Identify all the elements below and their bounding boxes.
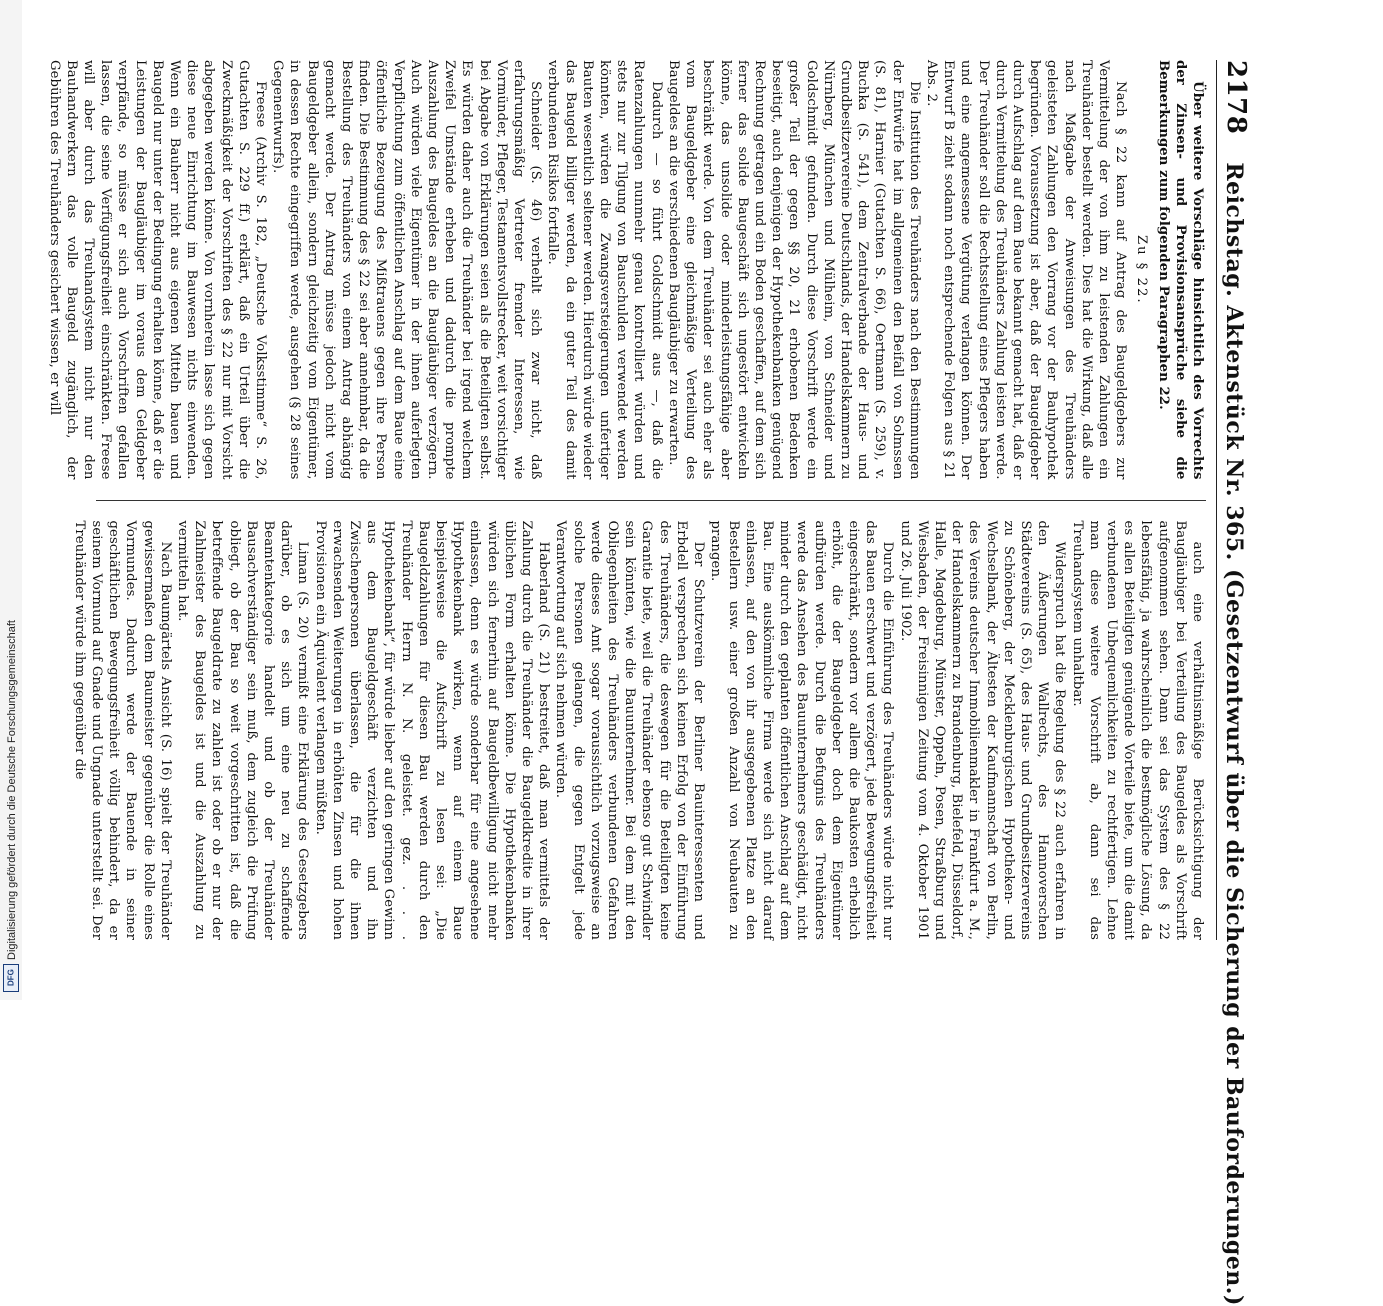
paragraph: Der Schutzverein der Berliner Bauinteressenten und Erbdell versprechen sich keinen Erfolg von der Einführung des Treuhänders, die deswegen für die Beteiligten keine Garantie biete, weil die Treuhänder ebenso gut Schwindler sein könnten, wie die Bauunternehmer. Bei dem mit den Obliegenheiten des Treuhänders verbundenen Gefahren werde dieses Amt sogar voraussichtlich vorzugsweise an solche Personen gelangen, die gegen Entgelt jede Verantwortung auf sich nehmen würden. [553,520,707,940]
paragraph: Über weitere Vorschläge hinsichtlich des Vorrechts der Zinsen- und Provisionsansprüche siehe die Bemerkungen zum folgenden Paragraphen 22. [1155,60,1205,480]
column-divider [96,500,1206,501]
rotated-page [46,0,1262,1306]
dfg-logo-icon: DFG [3,964,19,992]
paragraph: Nach Baumgärtels Ansicht (S. 16) spielt der Treuhänder gewissermaßen dem Baumeister gegenüber die Rolle eines Vormundes. Dadurch werde der Bauende in seiner geschäftlichen Bewegungsfreiheit völlig behindert, da er seinem Vormund auf Gnade und Ungnade unterstellt sei. Der Treuhänder würde ihm gegenüber die [71,520,173,940]
column-right [71,520,1206,941]
paragraph: Nach § 22 kann auf Antrag des Baugeldgebers zur Vermittelung der von ihm zu leistenden Zahlungen ein Treuhänder bestellt werden. Dies hat die Wirkung, daß alle nach Maßgabe der Anweisungen des Treuhänders geleisteten Zahlungen den Vorrang vor der Bauhypothek begründen. Voraussetzung ist aber, daß der Baugeldgeber durch Aufschlag auf dem Baue bekannt gemacht hat, daß er durch Vermittelung des Treuhänders Zahlung leisten werde. Der Treuhänder soll die Rechtsstellung eines Pflegers haben und eine angemessene Vergütung verlangen können. Der Entwurf B zieht sodann noch entsprechende Folgen aus § 21 Abs. 2. [923,60,1129,480]
paragraph: Freese (Archiv S. 182, „Deutsche Volksstimme“ S. 26, Gutachten S. 229 ff.) erklärt, daß ein Urteil über die Zweckmäßigkeit der Vorschriften des § 22 nur mit Vorsicht abgegeben werden könne. Von vornherein lasse sich gegen diese neue Einrichtung im Bauwesen nichts einwenden. Wenn ein Bauherr nicht aus eigenen Mitteln bauen und Baugeld nur unter der Bedingung erhalten könne, daß er die Leistungen der Baugläubiger im voraus dem Geldgeber verpfände, so müsse er sich auch Vorschriften gefallen lassen, die seine Verfügungsfreiheit einschränkten. Freese will aber durch das Treuhandsystem nicht nur den Bauhandwerkern das volle Baugeld zugänglich, der Gebühren des Treuhänders gesichert wissen, er will [46,60,269,480]
paragraph: Schneider (S. 46) verhehlt sich zwar nicht, daß erfahrungsmäßig Vertreter fremder Interessen, wie Vormünder, Pfleger, Testamentsvollstrecker, weit vorsichtiger bei Abgabe von Erklärungen seien als die Beteiligten selbst. Es würden daher auch die Treuhänder bei irgend welchem Zweifel Umstände erheben und dadurch die prompte Auszahlung des Baugeldes an die Baugläubiger verzögern. Auch würden viele Eigentümer in der ihnen auferlegten Verpflichtung zum öffentlichen Anschlag auf dem Baue eine öffentliche Bezeugung des Mißtrauens gegen ihre Person finden. Die Bestimmung des § 22 sei aber annehmbar, da die Bestellung des Treuhänders von einem Antrag abhängig gemacht werde. Der Antrag müsse jedoch nicht vom Baugeldgeber allein, sondern gleichzeitig vom Eigentümer, in dessen Rechte eingegriffen werde, ausgehen (§ 28 seines Gegenentwurfs). [270,60,544,480]
paragraph: Die Institution des Treuhänders nach den Bestimmungen der Entwürfe hat im allgemeinen den Beifall von Solmssen (S. 81), Harnier (Gutachten S. 66), Oertmann (S. 259), v. Buchka (S. 541), dem Zentralverbande der Haus- und Grundbesitzervereine Deutschlands, der Handelskammern zu Nürnberg, München und Mülheim, von Schneider und Goldschmidt gefunden. Durch diese Vorschrift werde ein großer Teil der gegen §§ 20, 21 erhobenen Bedenken beseitigt, auch denjenigen der Hypothekenbanken genügend Rechnung getragen und ein Boden geschaffen, auf dem sich ferner das solide Baugeschäft sich ungestört entwickeln könne, das unsolide oder minderleistungsfähige aber beschränkt werde. Von dem Treuhänder sei auch eher als vom Baugeldgeber eine gleichmäßige Verteilung des Baugeldes an die verschiedenen Baugläubiger zu erwarten. [665,60,922,480]
digitization-credit-text: Digitalisierung gefördert durch die Deutsche Forschungsgemeinschaft [6,620,18,960]
paragraph: Durch die Einführung des Treuhänders würde nicht nur das Bauen erschwert und verzögert, jede Bewegungsfreiheit eingeschränkt, sondern vor allem die Baukosten erheblich erhöht, die der Baugeldgeber doch dem Eigentümer aufbürden werde. Durch die Befugnis des Treuhänders werde das Ansehen des Bauunternehmers geschädigt, nicht minder durch den geplanten öffentlichen Anschlag auf dem Bau. Eine auskömmliche Firma werde sich nicht darauf einlassen, auf den von ihr ausgegebenen Platze an den Bestellern usw. einer großen Anzahl von Neubauten zu prangen. [708,520,896,940]
text-columns [46,60,1206,940]
paragraph: Liman (S. 20) vermißt eine Erklärung des Gesetzgebers darüber, ob es sich um eine neu zu schaffende Beamtenkategorie handelt und ob der Treuhänder Bausachverständiger sein muß, dem zugleich die Prüfung obliegt, ob der Bau so weit vorgeschritten ist, daß die betreffende Baugeldrate zu zahlen ist oder ob er nur der Zahlmeister des Baugeldes ist und die Auszahlung zu vermitteln hat. [175,520,311,940]
section-heading: Zu § 22. [1134,234,1150,305]
page-header [1216,60,1262,1306]
paragraph: Dadurch — so führt Goldschmidt aus —, daß die Ratenzahlungen nunmehr genau kontrolliert würden und stets nur zur Tilgung von Bauschulden verwendet werden könnten, würden die Zwangsversteigerungen unfertiger Bauten wesentlich seltener werden. Hierdurch würde wieder das Baugeld billiger werden, da ein guter Teil des damit verbundenen Risikos fortfalle. [545,60,664,480]
column-left [46,60,1206,480]
paragraph: auch eine verhältnismäßige Berücksichtigung der Baugläubiger bei Verteilung des Baugeldes als Vorschrift aufgenommen sehen. Dann sei das System des § 22 lebensfähig, ja wahrscheinlich die bestmögliche Lösung, da es allen Beteiligten genügende Vorteile biete, um die damit verbundenen Unbequemlichkeiten zu rechtfertigen. Lehne man diese weitere Vorschrift ab, dann sei das Treuhandsystem unhaltbar. [1069,520,1205,940]
page-title: Reichstag. Aktenstück Nr. 365. (Gesetzentwurf über die Sicherung der Bauforderungen.) [1221,162,1247,1306]
page-number: 2178 [1221,60,1251,135]
paragraph: Haberland (S. 21) bestreitet, daß man vermittels der Zahlung durch die Treuhänder die Baugeldkredite in ihrer üblichen Form erhalten könne. Die Hypothekenbanken würden sich fernerhin auf Baugeldbewilligung nicht mehr einlassen, denn es würde sonderbar für eine angesehene Hypothekenbank wirken, wenn auf einem Baue beispielsweise die Aufschrift zu lesen sei: „Die Baugeldzahlungen für diesen Bau werden durch den Treuhänder Herrn N. N. geleistet. gez. . . . Hypothekenbank“, für würde lieber auf den geringen Gewinn aus dem Baugeldgeschäft verzichten und ihn Zwischenpersonen überlassen, die für die ihnen erwachsenden Weiterungen in erhöhten Zinsen und hohen Provisionen ein Äquivalent verlangen müßten. [312,520,552,940]
paragraph: Widerspruch hat die Regelung des § 22 auch erfahren in den Äußerungen Wallrechts, des Hannoverschen Städtevereins (S. 65), des Haus- und Grundbesitzervereins zu Schöneberg, der Mecklenburgischen Hypotheken- und Wechselbank, der Ältesten der Kaufmannschaft von Berlin, des Vereins deutscher Immobilienmakler in Frankfurt a. M., der Handelskammern zu Brandenburg, Bielefeld, Düsseldorf, Halle, Magdeburg, Münster, Oppeln, Posen, Straßburg und Wiesbaden, der Freisinnigen Zeitung vom 4. Oktober 1901 und 26. Juli 1902. [897,520,1068,940]
digitization-credit-strip [0,0,22,1000]
